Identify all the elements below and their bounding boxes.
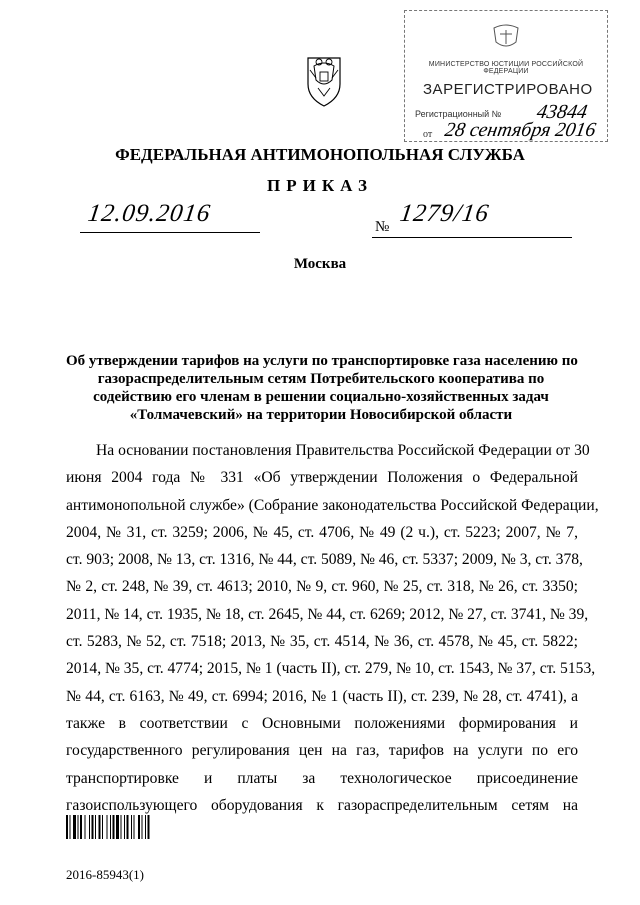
body-line: транспортировке и платы за технологическое присоединение xyxy=(66,769,578,787)
order-number: 1279/16 xyxy=(398,200,491,227)
body-line: 2011, № 14, ст. 1935, № 18, ст. 2645, № 44, ст. 6269; 2012, № 27, ст. 3741, № 39, xyxy=(66,605,589,623)
date-underline xyxy=(80,232,260,233)
barcode-icon xyxy=(66,815,174,839)
body-line: ст. 903; 2008, № 13, ст. 1316, № 44, ст. 5089, № 46, ст. 5337; 2009, № 3, ст. 378, xyxy=(66,551,583,569)
document-type: ПРИКАЗ xyxy=(267,176,373,195)
stamp-ministry: МИНИСТЕРСТВО ЮСТИЦИИ РОССИЙСКОЙ ФЕДЕРАЦИИ xyxy=(428,61,584,75)
stamp-title: ЗАРЕГИСТРИРОВАНО xyxy=(423,81,593,98)
order-date: 12.09.2016 xyxy=(86,200,213,227)
heading-line: «Толмачевский» на территории Новосибирской области xyxy=(129,407,513,423)
body-paragraph xyxy=(66,437,599,819)
body-line: июня 2004 года № 331 «Об утверждении Положения о Федеральной xyxy=(66,469,578,487)
stamp-reg-number: 43844 xyxy=(535,101,590,123)
document-code: 2016-85943(1) xyxy=(66,867,144,882)
heading-line: содействию его членам в решении социально-хозяйственных задач xyxy=(93,389,549,405)
body-line: антимонопольной службе» (Собрание законодательства Российской Федерации, xyxy=(66,496,599,514)
body-line: также в соответствии с Основными положениями формирования и xyxy=(66,714,578,732)
heading-line: Об утверждении тарифов на услуги по транспортировке газа населению по xyxy=(66,353,578,369)
body-line: газоиспользующего оборудования к газораспределительным сетям на xyxy=(66,796,578,814)
order-heading xyxy=(66,352,576,424)
stamp-emblem-icon xyxy=(486,22,526,52)
body-line: № 44, ст. 6163, № 49, ст. 6994; 2016, № 1 (часть II), ст. 239, № 28, ст. 4741), а xyxy=(66,687,578,705)
body-line: 2014, № 35, ст. 4774; 2015, № 1 (часть II), ст. 279, № 10, ст. 1543, № 37, ст. 5153, xyxy=(66,660,596,678)
body-line: № 2, ст. 248, № 39, ст. 4613; 2010, № 9, ст. 960, № 25, ст. 318, № 26, ст. 3350; xyxy=(66,578,578,596)
stamp-reg-label: Регистрационный № xyxy=(415,109,502,119)
stamp-date: 28 сентября 2016 xyxy=(443,119,598,141)
heading-line: газораспределительным сетям Потребительского кооператива по xyxy=(97,371,545,387)
stamp-date-label: от xyxy=(423,129,433,140)
coat-of-arms-icon xyxy=(300,50,348,108)
number-underline xyxy=(372,237,572,238)
body-line: 2004, № 31, ст. 3259; 2006, № 45, ст. 4706, № 49 (2 ч.), ст. 5223; 2007, № 7, xyxy=(66,523,578,541)
body-line: На основании постановления Правительства Российской Федерации от 30 xyxy=(96,442,590,459)
body-line: ст. 5283, № 52, ст. 7518; 2013, № 35, ст. 4514, № 36, ст. 4578, № 45, ст. 5822; xyxy=(66,633,578,651)
body-line: государственного регулирования цен на газ, тарифов на услуги по его xyxy=(66,742,578,760)
city: Москва xyxy=(293,256,347,272)
number-sign: № xyxy=(375,219,390,235)
agency-name: ФЕДЕРАЛЬНАЯ АНТИМОНОПОЛЬНАЯ СЛУЖБА xyxy=(115,145,525,164)
